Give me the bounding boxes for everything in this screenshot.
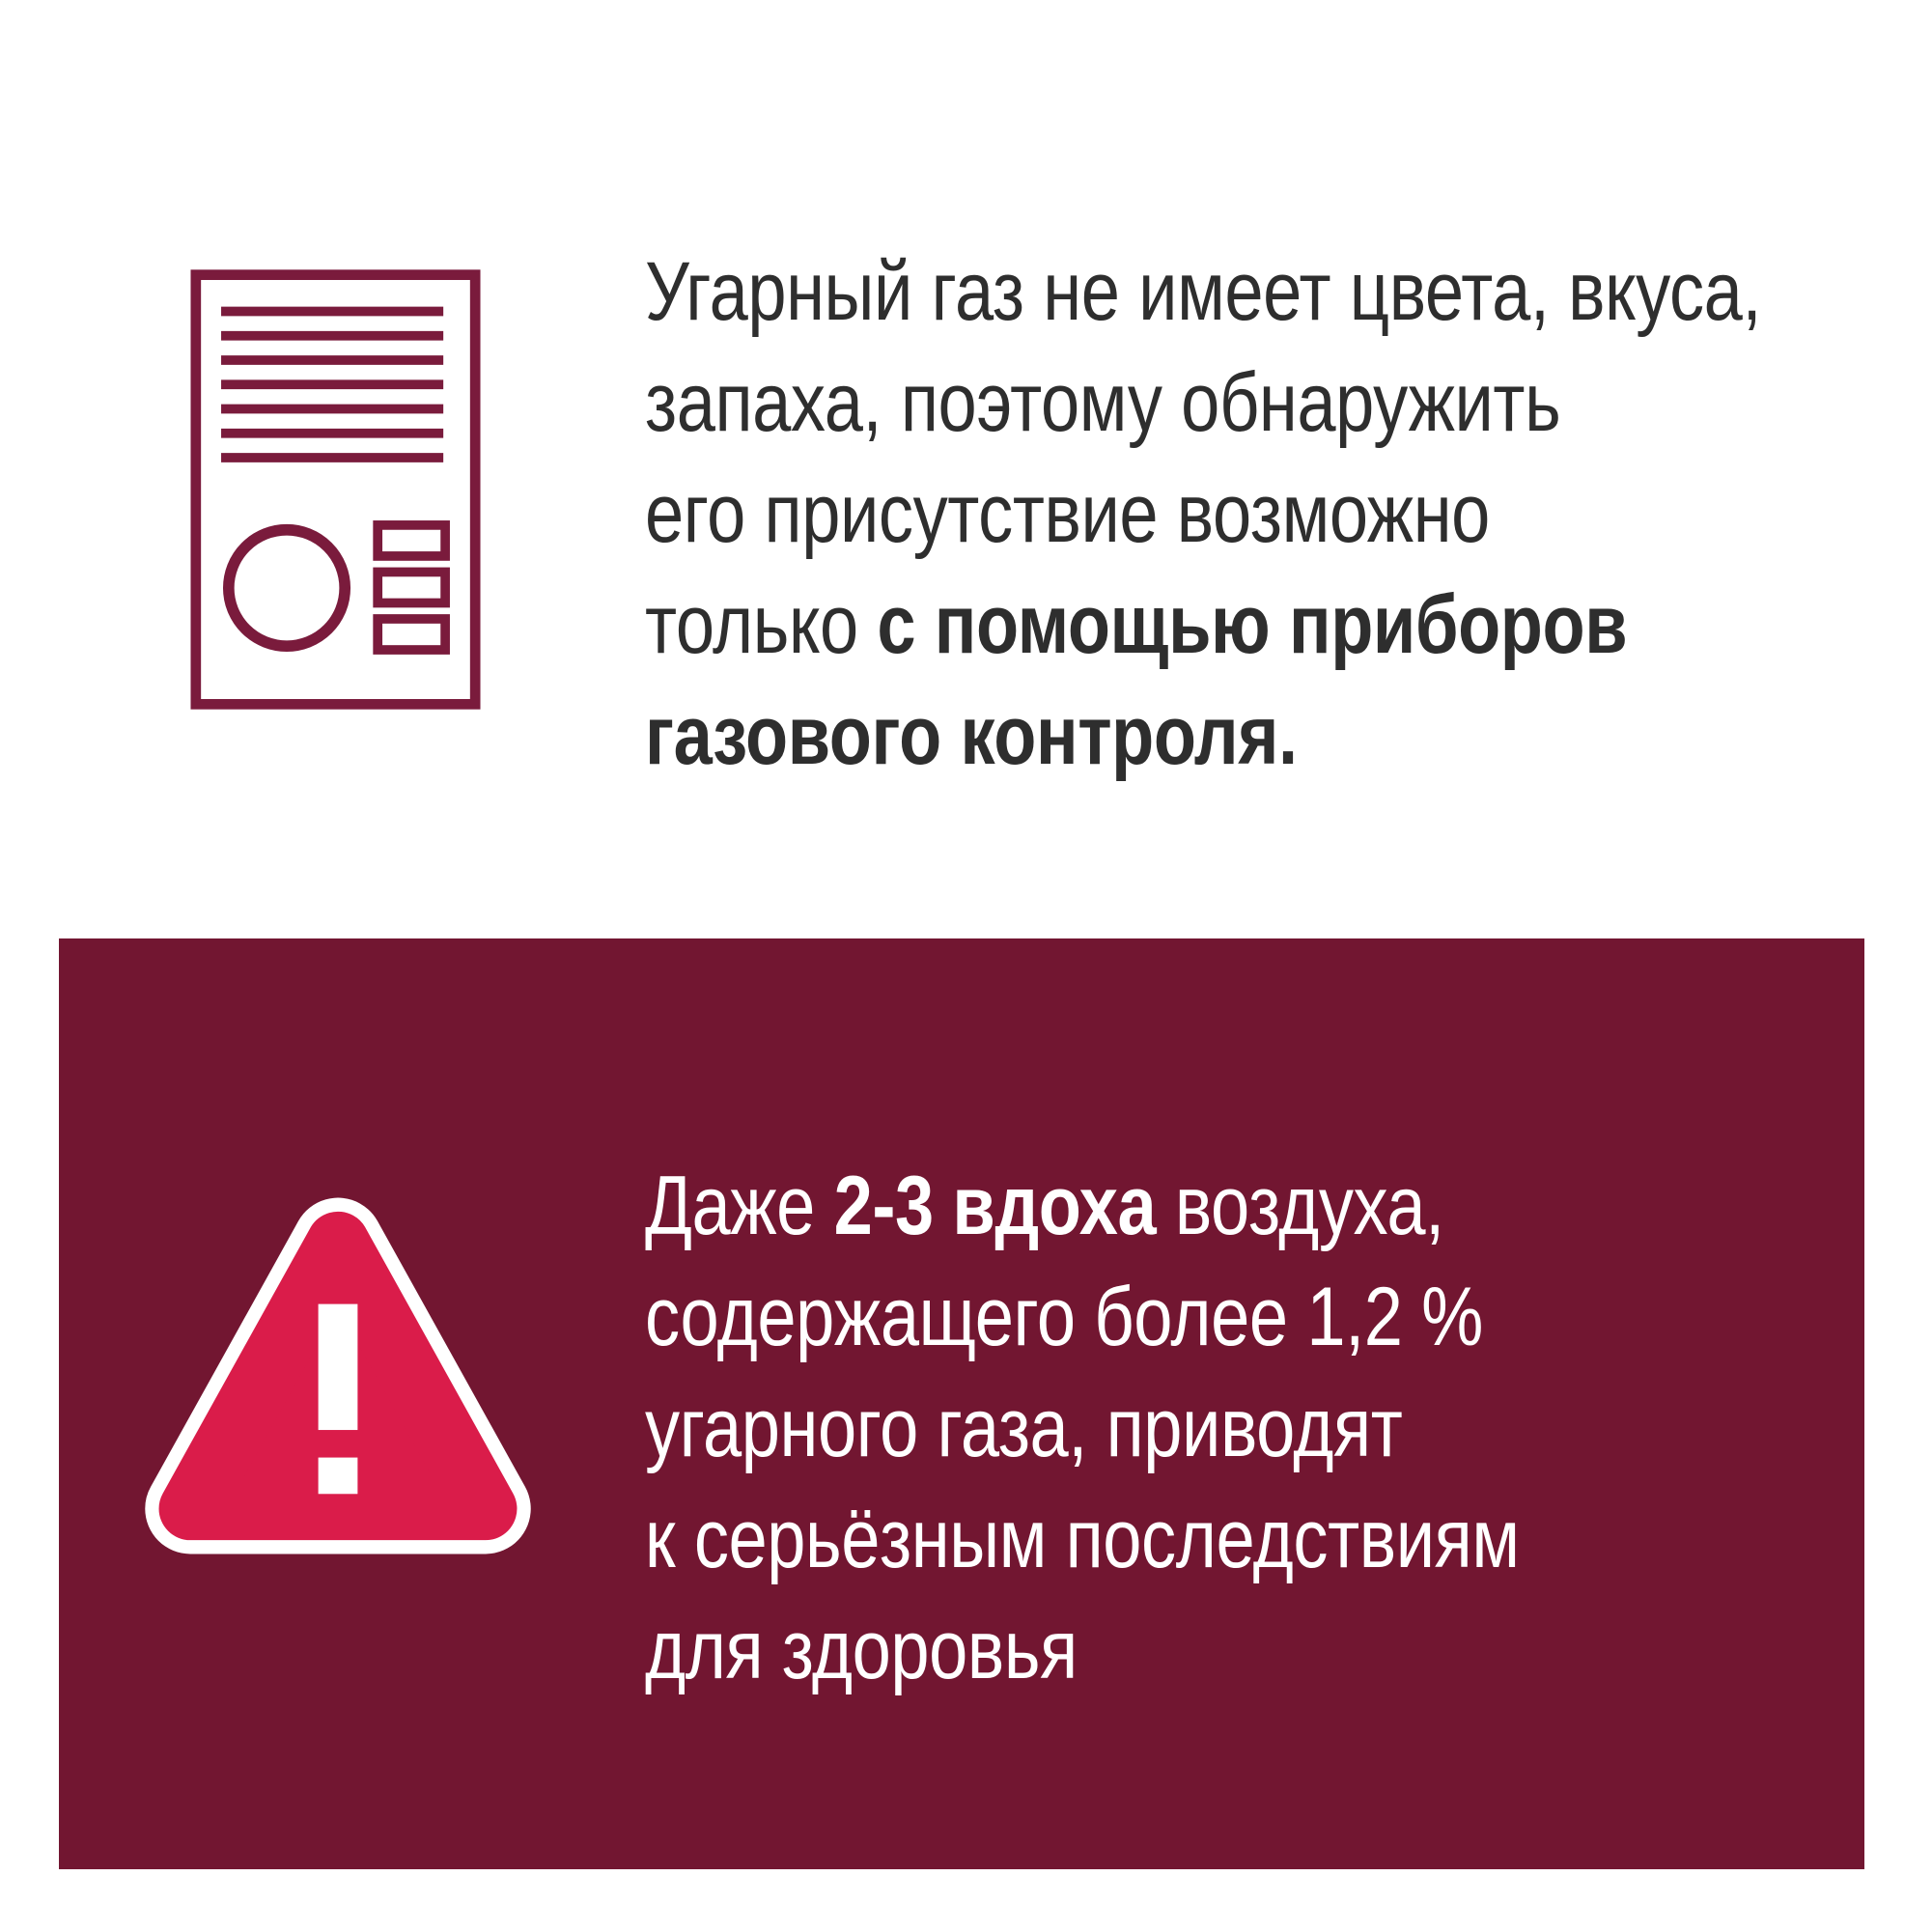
text-segment: запаха, поэтому обнаружить <box>645 356 1561 449</box>
text-segment-bold: газового контроля. <box>645 689 1298 782</box>
text-line <box>645 1151 1520 1262</box>
text-segment-bold: 2-3 вдоха <box>833 1160 1157 1252</box>
text-segment: воздуха, <box>1156 1160 1444 1252</box>
top-paragraph <box>645 237 1761 792</box>
text-line <box>645 570 1761 681</box>
text-segment: Даже <box>645 1160 834 1252</box>
text-line <box>645 237 1761 348</box>
top-section <box>0 0 1932 938</box>
text-line <box>645 1484 1520 1595</box>
text-segment: содержащего более 1,2 % <box>645 1271 1483 1363</box>
detector-dial-circle <box>229 530 345 646</box>
text-segment: к серьёзным последствиям <box>645 1493 1520 1585</box>
text-line <box>645 1373 1520 1484</box>
exclamation-dot <box>319 1458 358 1495</box>
text-segment: его присутствие возможно <box>645 467 1490 560</box>
text-line <box>645 1262 1520 1373</box>
text-line <box>645 1595 1520 1706</box>
text-segment: для здоровья <box>645 1604 1078 1696</box>
detector-text-lines <box>221 312 443 458</box>
text-segment-bold: с помощью приборов <box>877 578 1628 671</box>
warning-panel <box>59 938 1864 1869</box>
detector-indicator-rects <box>378 525 445 650</box>
text-line <box>645 681 1761 792</box>
warning-triangle-icon <box>131 1184 545 1568</box>
text-segment: Угарный газ не имеет цвета, вкуса, <box>645 245 1762 338</box>
exclamation-bar <box>319 1304 358 1430</box>
text-segment: только <box>645 578 878 671</box>
warning-paragraph <box>645 1151 1520 1706</box>
text-segment: угарного газа, приводят <box>645 1382 1403 1474</box>
text-line <box>645 348 1761 459</box>
text-line <box>645 459 1761 570</box>
gas-detector-document-icon <box>190 267 481 712</box>
